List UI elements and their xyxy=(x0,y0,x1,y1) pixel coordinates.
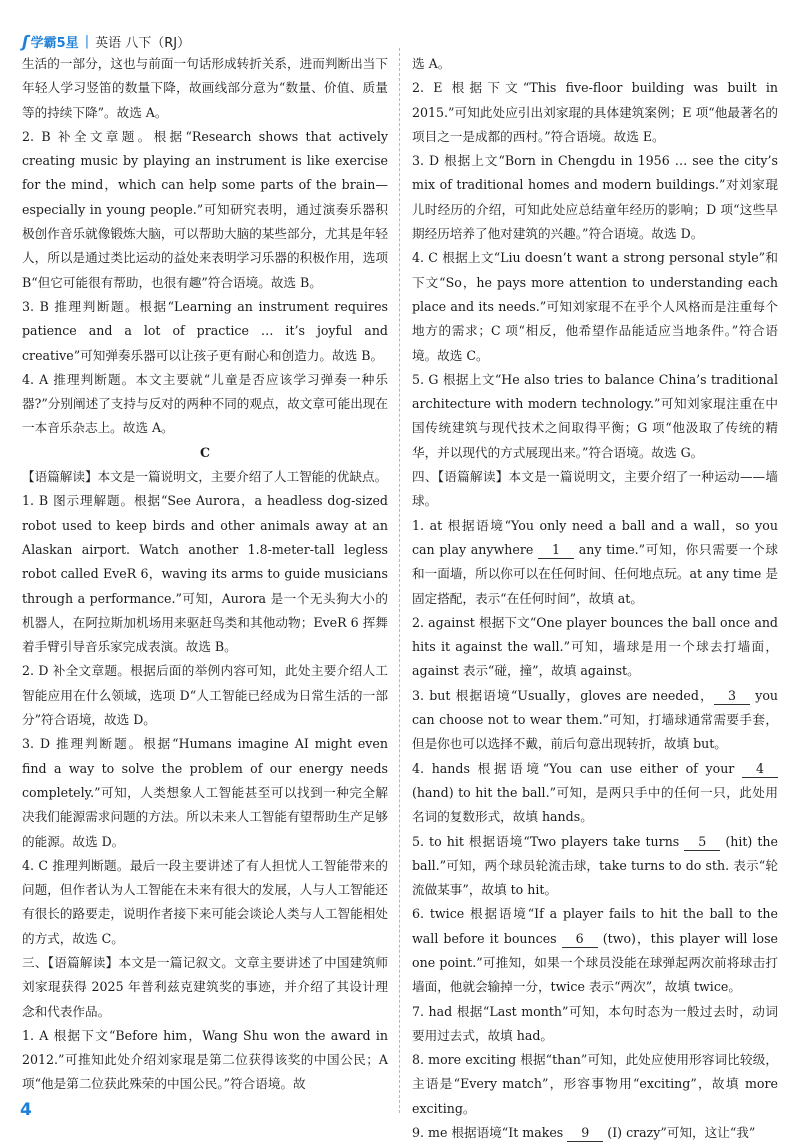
fill-6-lead: 6. twice 根据语境“If a player fails to hit the ball to the wall before it bounces xyxy=(412,906,778,946)
header-separator: | xyxy=(84,33,90,49)
section-c-title: C xyxy=(199,444,211,460)
fill-1-tail: any time.”可知，你只需要一个球和一面墙，所以你可以在任何时间、任何地点玩。at any time 是固定搭配，表示“在任何时间”，故填 at。 xyxy=(412,541,778,606)
fill-item-6 xyxy=(412,902,778,999)
brand-logo xyxy=(22,32,79,51)
left-para-11: 1. A 根据下文“Before him，Wang Shu won the award in 2012.”可推知此处介绍刘家琨是第二位获得该奖的中国公民；A 项“他是第二位获此殊荣的中国公民。”符合语境。故 xyxy=(22,1027,388,1092)
left-para-7: 2. D 补全文章题。根据后面的举例内容可知，此处主要介绍人工智能应用在什么领域，选项 D“人工智能已经成为日常生活的一部分”符合语境，故选 D。 xyxy=(22,663,388,728)
fill-7-lead: 7. had 根据“Last month”可知，本句时态为一般过去时，动词要用过去式，故填 had。 xyxy=(412,1003,778,1043)
fill-6-blank: 6 xyxy=(562,931,598,948)
left-para-0: 生活的一部分，这也与前面一句话形成转折关系，进而判断出当下年轻人学习竖笛的数量下降，故画线部分意为“数量、价值、质量等的持续下降”。故选 A。 xyxy=(22,56,388,120)
fill-8-lead: 8. more exciting 根据“than”可知，此处应使用形容词比较级，主语是“Every match”，形容事物用“exciting”，故填 more exciting。 xyxy=(412,1052,778,1116)
fill-4-blank: 4 xyxy=(742,761,778,778)
brand-swoosh-icon: ʃ xyxy=(22,31,29,51)
left-column xyxy=(22,52,388,1097)
subject-label: 英语 八下（RJ） xyxy=(95,35,191,51)
column-divider xyxy=(399,48,400,1113)
right-item-4: 四、【语篇解读】本文是一篇说明文，主要介绍了一种运动——墙球。 xyxy=(412,469,778,509)
fill-item-3 xyxy=(412,684,778,757)
right-item-1: 3. D 根据上文“Born in Chengdu in 1956 … see the city’s mix of traditional homes and modern buildings.”对刘家琨儿时经历的介绍，可知此处应总结童年经历的影响；D 项“这些早期经历培养了他对建筑的兴趣。”符合语境。故选 D。 xyxy=(412,153,778,242)
left-para-2: 3. B 推理判断题。根据“Learning an instrument requires patience and a lot of practice … it’s joyful and creative”可知弹奏乐器可以让孩子更有耐心和创造力。故选 B。 xyxy=(22,298,388,363)
left-para-1: 2. B 补全文章题。根据“Research shows that actively creating music by playing an instrument is like exercise for the mind，which can help some parts of the brain—especially in young people.”可知研究表明，通过演奏乐器积极创作音乐就像锻炼大脑，可以帮助大脑的某些部分，尤其是年轻人，所以是通过类比运动的益处来表明学习乐器的积极作用，选项 B“但它可能很有帮助，也很有趣”符合语境。故选 B。 xyxy=(22,128,388,290)
fill-3-lead: 3. but 根据语境“Usually，gloves are needed， xyxy=(412,687,714,703)
fill-item-4 xyxy=(412,757,778,830)
fill-1-blank: 1 xyxy=(538,542,574,559)
fill-3-blank: 3 xyxy=(714,688,750,705)
fill-6-tail: (two)，this player will lose one point.”可推知，如果一个球员没能在球弹起两次前将球击打墙面，他就会输掉一分，twice 表示“两次”，故填 twice。 xyxy=(412,930,778,995)
right-item-2: 4. C 根据上文“Liu doesn’t want a strong personal style”和下文“So，he pays more attention to understanding each place and its needs.”可知刘家琨不在乎个人风格而是注重每个地方的需求；C 项“相反，他希望作品能适应当地条件。”符合语境。故选 C。 xyxy=(412,250,778,363)
right-intro: 选 A。 xyxy=(412,56,451,71)
left-para-3: 4. A 推理判断题。本文主要就“儿童是否应该学习弹奏一种乐器?”分别阐述了支持与反对的两种不同的观点，故文章可能出现在一本音乐杂志上。故选 A。 xyxy=(22,371,388,436)
fill-9-blank: 9 xyxy=(567,1125,603,1142)
fill-4-lead: 4. hands 根据语境“You can use either of your xyxy=(412,760,742,776)
right-item-3: 5. G 根据上文“He also tries to balance China’s traditional architecture with modern technology.”可知刘家琨注重在中国传统建筑与现代技术之间取得平衡；G 项“他汲取了传统的精华，并以现代的方式展现出来。”符合语境。故选 G。 xyxy=(412,371,778,460)
fill-item-2 xyxy=(412,611,778,684)
left-para-9: 4. C 推理判断题。最后一段主要讲述了有人担忧人工智能带来的问题，但作者认为人工智能在未来有很大的发展，人与人工智能还有很长的路要走，说明作者接下来可能会谈论人类与人工智能相处的方式，故选 C。 xyxy=(22,857,388,946)
brand-name: 学霸5星 xyxy=(30,35,79,51)
left-para-5: 【语篇解读】本文是一篇说明文，主要介绍了人工智能的优缺点。 xyxy=(22,469,388,485)
fill-item-8 xyxy=(412,1048,778,1121)
left-para-10: 三、【语篇解读】本文是一篇记叙文。文章主要讲述了中国建筑师刘家琨获得 2025 年普利兹克建筑奖的事迹，并介绍了其设计理念和代表作品。 xyxy=(22,954,388,1019)
left-para-6: 1. B 图示理解题。根据“See Aurora，a headless dog-sized robot used to keep birds and other animals away at an Alaskan airport. Watch another 1.8-meter-tall legless robot called EveR 6，waving its arms to guide musicians through a performance.”可知，Aurora 是一个无头狗大小的机器人，在阿拉斯加机场用来驱赶鸟类和其他动物；EveR 6 挥舞着手臂引导音乐家完成表演。故选 B。 xyxy=(22,493,388,655)
fill-9-lead: 9. me 根据语境“It makes xyxy=(412,1125,568,1141)
fill-5-tail: (hit) the ball.”可知，两个球员轮流击球，take turns to do sth. 表示“轮流做某事”，故填 to hit。 xyxy=(412,833,778,898)
fill-5-blank: 5 xyxy=(684,834,720,851)
fill-2-lead: 2. against 根据下文“One player bounces the ball once and hits it against the wall.”可知，墙球是用一个球去打墙面，against 表示“碰，撞”，故填 against。 xyxy=(412,614,778,679)
fill-5-lead: 5. to hit 根据语境“Two players take turns xyxy=(412,833,685,849)
fill-item-1 xyxy=(412,514,778,611)
fill-4-tail: (hand) to hit the ball.”可知，是两只手中的任何一只，此处用名词的复数形式，故填 hands。 xyxy=(412,784,778,825)
right-column xyxy=(412,52,778,1145)
right-item-0: 2. E 根据下文“This five-floor building was built in 2015.”可知此处应引出刘家琨的具体建筑案例；E 项“他最著名的项目之一是成都的西村。”符合语境。故选 E。 xyxy=(412,80,778,144)
fill-3-tail: you can choose not to wear them.”可知，打墙球通常需要手套，但是你也可以选择不戴，前后句意出现转折，故填 but。 xyxy=(412,687,779,752)
left-para-8: 3. D 推理判断题。根据“Humans imagine AI might even find a way to solve the problem of our energy needs completely.”可知，人类想象人工智能甚至可以找到一种完全解决我们能源需求问题的方法。所以未来人工智能有望帮助生产足够的能源。故选 D。 xyxy=(22,736,388,849)
fill-item-5 xyxy=(412,830,778,903)
fill-item-9 xyxy=(412,1121,778,1145)
page-header xyxy=(22,30,190,52)
page-number: 4 xyxy=(20,1100,32,1120)
fill-1-lead: 1. at 根据语境“You only need a ball and a wall，so you can play anywhere xyxy=(412,517,778,557)
fill-item-7 xyxy=(412,1000,778,1049)
fill-9-tail: (I) crazy”可知，这让“我” xyxy=(603,1125,756,1141)
